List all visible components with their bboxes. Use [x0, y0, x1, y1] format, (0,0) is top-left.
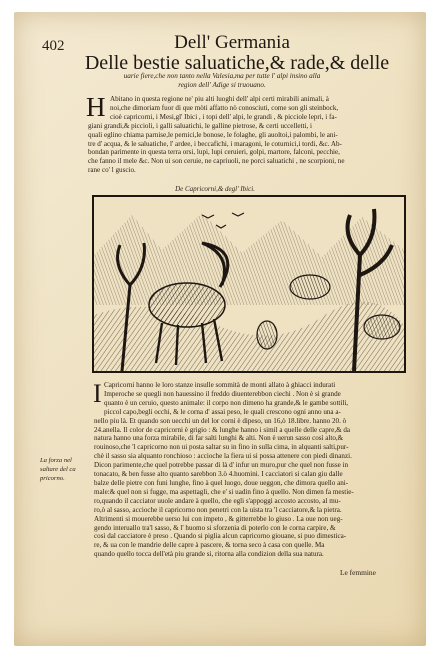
text-line: cioè capricorni, i Mesi,gl' Ibici , i topi dell' alpi, le grandi , & picciole lepri, i fa- [110, 112, 337, 121]
catchword: Le femmine [340, 568, 376, 577]
woodcut-caption: De Capricorni,& degl' Ibici. [175, 185, 255, 193]
text-line: chè il sasso sia alquanto ronchioso : accioche la fiera ui si possa attenere con piedi dinanzi. [94, 452, 352, 461]
goat-shape [257, 321, 277, 349]
goat-shape [290, 275, 330, 299]
text-line: quando quello tocca dell'età piu grande si, ritorna alla condizion della sua natura. [94, 550, 324, 559]
text-line: rane co' l guscio. [88, 166, 136, 175]
text-line: Abitano in questa regione ne' piu alti luoghi dell' alpi certi mirabili animali, à [110, 95, 329, 103]
text-line: che fanno il mele &c. Non ui son ceruie, ne capriuoli, ne porci saluatichi , ne scorpioni, ne [88, 157, 345, 166]
text-line: gendo interuallo tra'l sasso, & l' huomo si sforzenia di poterlo con le corna carpire, & [94, 523, 336, 532]
text-line: Capricorni hanno le loro stanze insulle sommità de monti allato à ghiacci indurati [104, 381, 336, 389]
drop-cap: I [93, 379, 102, 408]
margin-note-line: pricorno. [40, 475, 65, 482]
subtitle-line: uarie fiere,che non tanto nella Valesia,ma per tutte l' alpi insino alla [123, 72, 321, 80]
paragraph-habitats [88, 95, 402, 175]
section-subtitle [84, 72, 360, 90]
text-line: piccol capo,begli occhi, & le corna d' assai peso, le quali crescono ogni anno una a- [104, 407, 341, 416]
text-line: così dal cacciatore è preso . Quando si piglia alcun capricorno giouane, si puo dimestica- [94, 532, 347, 541]
text-line: quali eglino chiama parnise,le pernici,le bonose, le folaghe, gli auoltoi,i palombi, le ani- [88, 130, 338, 139]
text-line: nello piu là. Et quando son uecchi un del lor corni è dipeso, un 16,ò 18.libre. hanno 20. ò [94, 416, 347, 425]
margin-note-line: La forza nel [40, 457, 72, 464]
text-line: 24.anella. Il color de capricorni è grigio : & lunghe hanno i simil a quelle delle capre,& da [94, 425, 351, 434]
text-line: ro,ò al sasso, accioche il capricorno non penetri con la uista tra 'l cacciatore,& la pietra. [94, 505, 342, 514]
text-line: tonacato, & ben fusse alto quanto sarebbon 3.ò 4.huomini. I cacciatori si calan giu dalle [94, 470, 343, 479]
subtitle-line: region dell' Adige si truouano. [178, 81, 266, 89]
text-line: noi,che dimoriam fuor di que mòti affatto nò conosciuti, come son gli steinbock, [110, 103, 339, 112]
text-line: ro,quando il cacciator uuole andare à quello, che egli s'appoggi accosto accosto, al mu- [94, 496, 341, 505]
text-line: tre d' acqua, & le saluatiche, l' ardee, i beccafichi, i maragoni, le coturnici,i tordi, &c. Ab- [88, 139, 342, 148]
drop-cap: H [86, 92, 106, 122]
text-line: quanto è un ceruio, questo animale: il corpo non dimeno ha grande,& le gambe sottili, [104, 398, 349, 407]
woodcut-illustration [92, 195, 406, 373]
text-line: bondan parimente in questa terra orsi, lupi, lupi ceruieri, golpi, martore, falconi, pecchie, [88, 148, 340, 157]
text-line: natura hanno una forza mirabile, di far salti lunghi & alti. Non è uerun sasso così alto,& [94, 434, 344, 443]
text-line: Altrimenti si mouerebbe uerso lui con impeto , & gitterrebbe lo giuso . La oue non ueg- [94, 514, 343, 523]
text-line: Imperoche se quegli non hauessino il freddo diuenterebbon ciechi . Non è si grande [104, 389, 341, 398]
text-line: rouinoso,che 'l capricorno non ui posta saltar su in fino in sulla cima, in alquanti salti,pur- [94, 443, 349, 452]
text-line: giani grandi,& piccioli, i galli saluatichi, le galline pietrose, & certi uccelletti, i [88, 121, 312, 130]
paragraph-capricorns [94, 381, 404, 559]
text-line: balze delle pietre con funi lunghe, fino à quel luogo, doue ueggon, che dimora quello ani- [94, 478, 349, 487]
margin-note [40, 456, 92, 483]
margin-note-line: saltare del ca [40, 466, 76, 473]
running-title: Dell' Germania [174, 32, 290, 53]
page-number: 402 [42, 38, 65, 54]
text-line: male:& quel non si fugge, ma aspettagli, che e' si uadin fino à quello. Non dimen fa mestie- [94, 487, 354, 496]
text-line: re, & ua con le mandrie delle capre à pascere, & torna seco à casa con quelle. Ma [94, 541, 325, 550]
text-line: Dicon parimente,che quel potrebbe passar di là d' infur un muro,pur che quel non fusse in [94, 461, 349, 470]
goat-shape [364, 315, 400, 339]
section-title: Delle bestie saluatiche,& rade,& delle [84, 52, 390, 74]
